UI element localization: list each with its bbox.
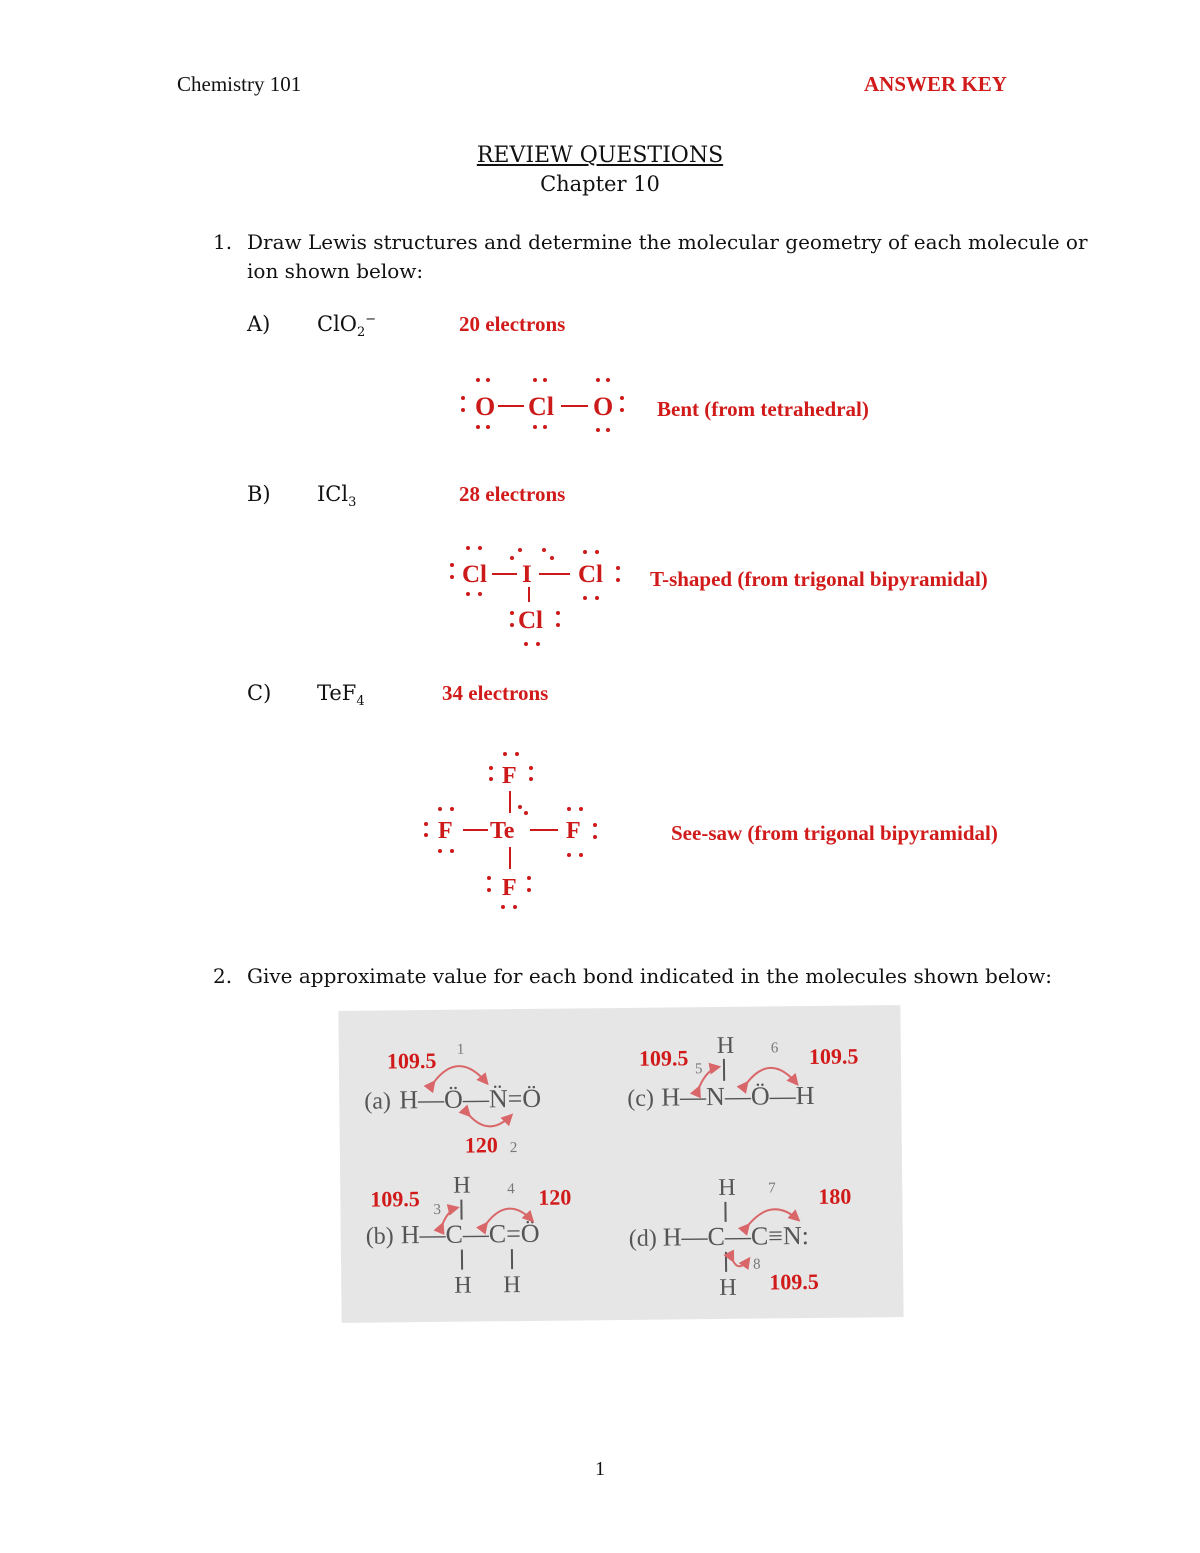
angle-num-7: 7 [768, 1180, 776, 1197]
molecule-b [365, 1172, 572, 1300]
molecule-d-tag: (d) [628, 1225, 657, 1252]
atom-f-left: F [438, 818, 453, 844]
item-c-electrons: 34 electrons [442, 681, 549, 705]
item-c-label: C) [247, 681, 272, 705]
angle-num-5: 5 [694, 1061, 703, 1078]
angle-num-3: 3 [433, 1201, 442, 1218]
molecule-d [628, 1174, 852, 1302]
svg-text:H: H [453, 1172, 471, 1199]
atom-o-right: O [593, 392, 614, 421]
item-a-formula: ClO$_2$− [317, 312, 377, 341]
atom-te: Te [490, 818, 515, 844]
angle-a-1: 109.5 [386, 1047, 437, 1074]
angle-a-2: 120 [464, 1132, 498, 1158]
page-number: 1 [595, 1458, 605, 1480]
course-name: Chemistry 101 [177, 72, 302, 96]
molecule-c [627, 1032, 859, 1112]
bond-angle-figure [338, 1005, 903, 1323]
q1-number: 1. [213, 230, 233, 254]
lewis-structure-tef4 [418, 745, 618, 925]
item-b-formula: ICl$_3$ [317, 482, 357, 511]
lewis-structure-clo2 [448, 370, 638, 440]
svg-text:H: H [718, 1174, 736, 1201]
molecule-b-tag: (b) [365, 1223, 394, 1250]
atom-cl-left: Cl [462, 561, 487, 588]
item-a-geometry: Bent (from tetrahedral) [657, 397, 869, 421]
atom-cl-right: Cl [578, 561, 603, 588]
svg-text:H—Ö—N̈=Ö: H—Ö—N̈=Ö [399, 1083, 542, 1115]
item-b-label: B) [247, 482, 271, 506]
atom-f-bottom: F [502, 875, 517, 901]
atom-cl: Cl [528, 392, 554, 421]
q2-text: Give approximate value for each bond indicated in the molecules shown below: [247, 964, 1052, 988]
angle-d-8: 109.5 [769, 1268, 819, 1295]
q1-text: Draw Lewis structures and determine the molecular geometry of each molecule or ion shown below: [247, 230, 1088, 283]
molecule-c-tag: (c) [627, 1085, 655, 1112]
item-c-geometry: See-saw (from trigonal bipyramidal) [671, 821, 998, 845]
angle-b-4: 120 [538, 1184, 572, 1210]
item-a-electrons: 20 electrons [459, 312, 566, 336]
angle-num-8: 8 [752, 1256, 761, 1273]
svg-text:H—C—C≡N:: H—C—C≡N: [662, 1221, 810, 1252]
page-title: REVIEW QUESTIONS [476, 143, 724, 168]
svg-text:H: H [716, 1032, 735, 1059]
angle-num-4: 4 [507, 1181, 515, 1198]
item-c-formula: TeF$_4$ [317, 681, 365, 710]
molecule-a [364, 1041, 542, 1159]
item-b-electrons: 28 electrons [459, 482, 566, 506]
answer-key-label: ANSWER KEY [864, 72, 1007, 96]
svg-text:H: H [503, 1272, 521, 1299]
angle-b-3: 109.5 [370, 1186, 420, 1212]
item-a-label: A) [247, 312, 271, 336]
angle-c-5: 109.5 [638, 1045, 689, 1071]
angle-c-6: 109.5 [808, 1043, 859, 1070]
svg-text:H—N—Ö—H: H—N—Ö—H [661, 1080, 815, 1112]
angle-num-2: 2 [509, 1140, 518, 1157]
angle-num-6: 6 [770, 1040, 779, 1057]
atom-cl-bottom: Cl [518, 607, 543, 634]
svg-text:H—C—C=Ö: H—C—C=Ö [400, 1218, 540, 1250]
svg-text:H: H [454, 1272, 472, 1299]
lewis-structure-icl3 [440, 538, 630, 658]
q2-number: 2. [213, 964, 233, 988]
atom-i: I [522, 561, 532, 588]
angle-d-7: 180 [818, 1183, 852, 1209]
atom-f-top: F [502, 763, 517, 789]
molecule-a-tag: (a) [364, 1088, 392, 1115]
svg-text:H: H [719, 1274, 737, 1301]
atom-f-right: F [566, 818, 581, 844]
bond-angle-diagrams [338, 1005, 903, 1323]
item-b-geometry: T-shaped (from trigonal bipyramidal) [650, 567, 988, 591]
atom-o-left: O [475, 392, 496, 421]
angle-num-1: 1 [456, 1041, 465, 1058]
chapter-label: Chapter 10 [540, 172, 660, 196]
